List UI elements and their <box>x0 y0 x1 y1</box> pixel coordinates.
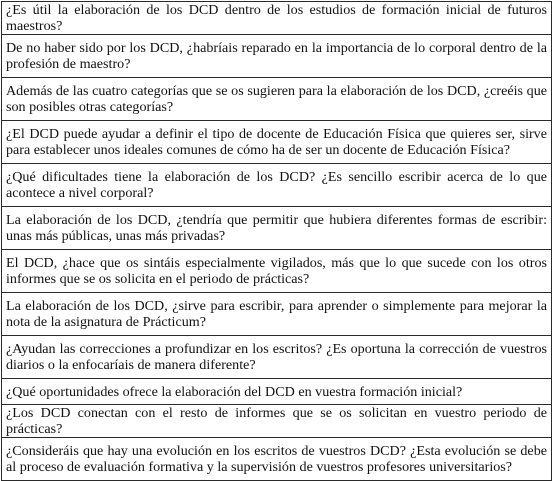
question-cell: ¿El DCD puede ayudar a definir el tipo de docente de Educación Física que quieres ser, sirve para establecer unos ideales comunes de cómo ha de ser un docente de Educación Física? <box>2 121 552 164</box>
question-cell: ¿Consideráis que hay una evolución en los escritos de vuestros DCD? ¿Esta evolución se debe al proceso de evaluación formativa y la supervisión de vuestros profesores universitarios? <box>2 438 552 481</box>
question-cell: Además de las cuatro categorías que se os sugieren para la elaboración de los DCD, ¿creéis que son posibles otras categorías? <box>2 78 552 121</box>
table-row <box>2 250 552 293</box>
question-cell: ¿Qué oportunidades ofrece la elaboración del DCD en vuestra formación inicial? <box>2 379 552 405</box>
question-cell: La elaboración de los DCD, ¿sirve para escribir, para aprender o simplemente para mejorar la nota de la asignatura de Prácticum? <box>2 293 552 336</box>
question-cell: ¿Los DCD conectan con el resto de informes que se os solicitan en vuestro periodo de prácticas? <box>2 405 552 438</box>
question-cell: ¿Es útil la elaboración de los DCD dentro de los estudios de formación inicial de futuros maestros? <box>2 2 552 35</box>
table-row <box>2 164 552 207</box>
table-row <box>2 438 552 481</box>
table-row <box>2 293 552 336</box>
question-cell: De no haber sido por los DCD, ¿habríais reparado en la importancia de lo corporal dentro de la profesión de maestro? <box>2 35 552 78</box>
questions-table <box>1 1 552 481</box>
table-row <box>2 2 552 35</box>
table-row <box>2 379 552 405</box>
table-row <box>2 121 552 164</box>
question-cell: ¿Ayudan las correcciones a profundizar en los escritos? ¿Es oportuna la corrección de vuestros diarios o la enfocaríais de manera diferente? <box>2 336 552 379</box>
table-row <box>2 336 552 379</box>
question-cell: La elaboración de los DCD, ¿tendría que permitir que hubiera diferentes formas de escribir: unas más públicas, unas más privadas? <box>2 207 552 250</box>
question-cell: ¿Qué dificultades tiene la elaboración de los DCD? ¿Es sencillo escribir acerca de lo que acontece a nivel corporal? <box>2 164 552 207</box>
table-row <box>2 207 552 250</box>
table-row <box>2 35 552 78</box>
table-row <box>2 405 552 438</box>
question-cell: El DCD, ¿hace que os sintáis especialmente vigilados, más que lo que sucede con los otros informes que se os solicita en el periodo de prácticas? <box>2 250 552 293</box>
table-row <box>2 78 552 121</box>
